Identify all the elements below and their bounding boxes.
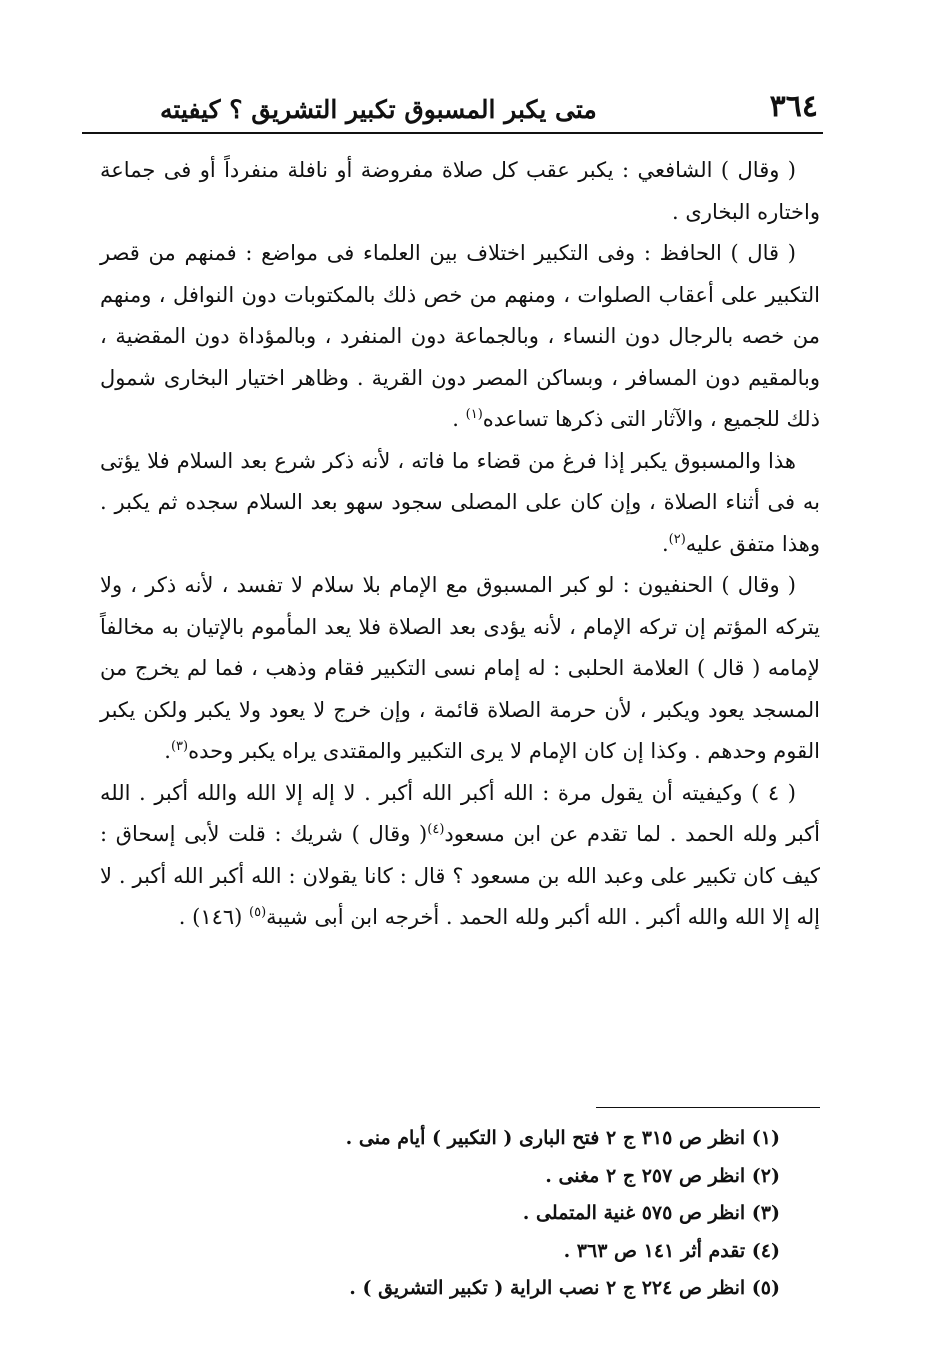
footnote-2: (٢) انظر ص ٢٥٧ ج ٢ مغنى . [545, 1164, 780, 1187]
paragraph-text-middle: ( وقال ) شريك : قلت لأبى إسحاق : كيف كان تكبير على وعبد الله بن مسعود ؟ قال : كانا يقولان : الله أكبر الله أكبر . لا إله إلا الله والله أكبر . الله أكبر ولله الحمد . أخرجه ابن أبى شيبة [100, 822, 820, 929]
paragraph-masbuq [100, 441, 820, 566]
footnotes [160, 1120, 780, 1308]
footnote-marker: (٢) [668, 531, 686, 547]
paragraph-text: ( وقال ) الشافعي : يكبر عقب كل صلاة مفروضة أو نافلة منفرداً أو فى جماعة واختاره البخارى . [100, 158, 820, 224]
footnote-4: (٤) تقدم أثر ١٤١ ص ٣٦٣ . [563, 1239, 780, 1262]
paragraph-text: ( ٤ ) وكيفيته أن يقول مرة : الله أكبر الله أكبر . لا إله إلا الله والله أكبر . الله أكبر ولله الحمد . لما تقدم عن ابن مسعود [100, 780, 820, 846]
footnote-marker: (١) [465, 407, 483, 422]
running-header [90, 72, 818, 122]
footnote-rule [596, 1107, 820, 1108]
footnote-1: (١) انظر ص ٣١٥ ج ٢ فتح البارى ( التكبير ) أيام منى . [345, 1127, 780, 1149]
paragraph-kayfiyyah [100, 773, 820, 939]
paragraph-text-end: . [164, 739, 171, 763]
paragraph-text-end: . [452, 407, 466, 431]
footnote-marker: (٤) [427, 822, 445, 837]
paragraph-text-end: (١٤٦) . [178, 905, 250, 929]
header-rule [82, 132, 823, 134]
running-title: متى يكبر المسبوق تكبير التشريق ؟ كيفيته [160, 95, 597, 124]
paragraph-text: هذا والمسبوق يكبر إذا فرغ من قضاء ما فاته ، لأنه ذكر شرع بعد السلام فلا يؤتى به فى أثناء الصلاة ، وإن كان على المصلى سجود سهو بعد السلام سجده ثم يكبر . وهذا متفق عليه [100, 448, 820, 556]
paragraph-shafii [100, 150, 820, 233]
main-text [100, 150, 820, 939]
page-number: ٣٦٤ [769, 89, 818, 124]
footnote-3: (٣) انظر ص ٥٧٥ غنية المتملى . [522, 1202, 780, 1224]
footnote-marker: (٥) [249, 905, 267, 920]
paragraph-hanafi [100, 565, 820, 773]
paragraph-hafiz [100, 233, 820, 441]
paragraph-text-end: . [661, 531, 669, 556]
footnote-marker: (٣) [170, 739, 189, 754]
paragraph-text: ( قال ) الحافظ : وفى التكبير اختلاف بين العلماء فى مواضع : فمنهم من قصر التكبير على أعقاب الصلوات ، ومنهم من خص ذلك بالمكتوبات دون النوافل ، ومنهم من خصه بالرجال دون النساء ، وبالجماعة دون المنفرد ، وبالمؤداة دون المقضية ، وبالمقيم دون المسافر ، وبساكن المصر دون القرية . وظاهر اختيار البخارى شمول ذلك للجميع ، والآثار التى ذكرها تساعده [100, 241, 820, 431]
footnote-5: (٥) انظر ص ٢٢٤ ج ٢ نصب الراية ( تكبير التشريق ) . [349, 1277, 780, 1299]
paragraph-text: ( وقال ) الحنفيون : لو كبر المسبوق مع الإمام بلا سلام لا تفسد ، لأنه ذكر ، ولا يتركه المؤتم إن تركه الإمام ، لأنه يؤدى بعد الصلاة فلا يعد المأموم بالإتيان به مخالفاً لإمامه ( قال ) العلامة الحلبى : له إمام نسى التكبير فقام وذهب ، فما لم يخرج من المسجد يعود ويكبر ، لأن حرمة الصلاة قائمة ، وإن خرج لا يعود ولا يكبر ولكن يكبر القوم وحدهم . وكذا إن كان الإمام لا يرى التكبير والمقتدى يراه يكبر وحده [100, 573, 820, 763]
